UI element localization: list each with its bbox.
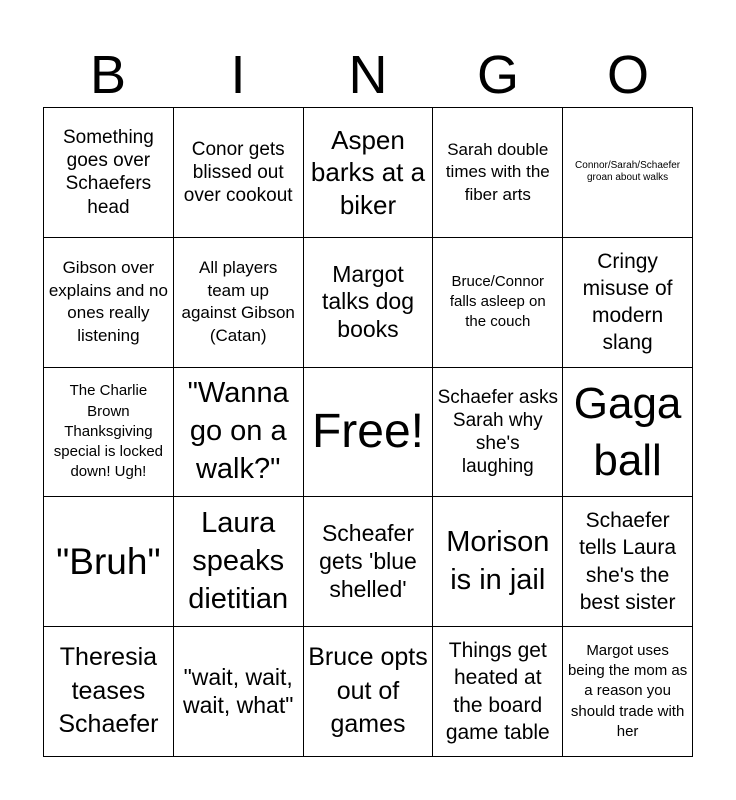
bingo-cell[interactable]: Sarah double times with the fiber arts <box>433 108 563 238</box>
bingo-cell[interactable]: Something goes over Schaefers head <box>44 108 174 238</box>
bingo-card <box>43 107 693 757</box>
bingo-cell[interactable]: Morison is in jail <box>433 497 563 627</box>
bingo-cell[interactable]: "Wanna go on a walk?" <box>174 368 304 498</box>
bingo-cell[interactable]: Gaga ball <box>563 368 693 498</box>
bingo-cell[interactable]: Cringy misuse of modern slang <box>563 238 693 368</box>
header-letter-n: N <box>348 45 388 105</box>
bingo-cell[interactable]: Schaefer asks Sarah why she's laughing <box>433 368 563 498</box>
bingo-cell[interactable]: "wait, wait, wait, what" <box>174 627 304 757</box>
header-letter-g: G <box>476 45 519 105</box>
bingo-cell[interactable]: Margot uses being the mom as a reason you should trade with her <box>563 627 693 757</box>
bingo-cell[interactable]: The Charlie Brown Thanksgiving special is locked down! Ugh! <box>44 368 174 498</box>
bingo-cell[interactable]: Aspen barks at a biker <box>304 108 434 238</box>
bingo-cell[interactable]: Things get heated at the board game table <box>433 627 563 757</box>
header-letter-i: I <box>230 45 246 105</box>
bingo-cell[interactable]: "Bruh" <box>44 497 174 627</box>
bingo-cell[interactable]: Gibson over explains and no ones really listening <box>44 238 174 368</box>
bingo-cell[interactable]: Conor gets blissed out over cookout <box>174 108 304 238</box>
bingo-cell[interactable]: Bruce/Connor falls asleep on the couch <box>433 238 563 368</box>
bingo-cell[interactable]: Theresia teases Schaefer <box>44 627 174 757</box>
bingo-cell[interactable]: Connor/Sarah/Schaefer groan about walks <box>563 108 693 238</box>
header-letter-b: B <box>89 45 127 105</box>
header-letter-o: O <box>606 45 649 105</box>
bingo-cell[interactable]: Laura speaks dietitian <box>174 497 304 627</box>
bingo-cell[interactable]: Scheafer gets 'blue shelled' <box>304 497 434 627</box>
bingo-cell[interactable]: Bruce opts out of games <box>304 627 434 757</box>
free-space[interactable]: Free! <box>304 368 434 498</box>
bingo-header <box>43 44 693 106</box>
bingo-cell[interactable]: Schaefer tells Laura she's the best sister <box>563 497 693 627</box>
bingo-cell[interactable]: All players team up against Gibson (Catan) <box>174 238 304 368</box>
bingo-cell[interactable]: Margot talks dog books <box>304 238 434 368</box>
